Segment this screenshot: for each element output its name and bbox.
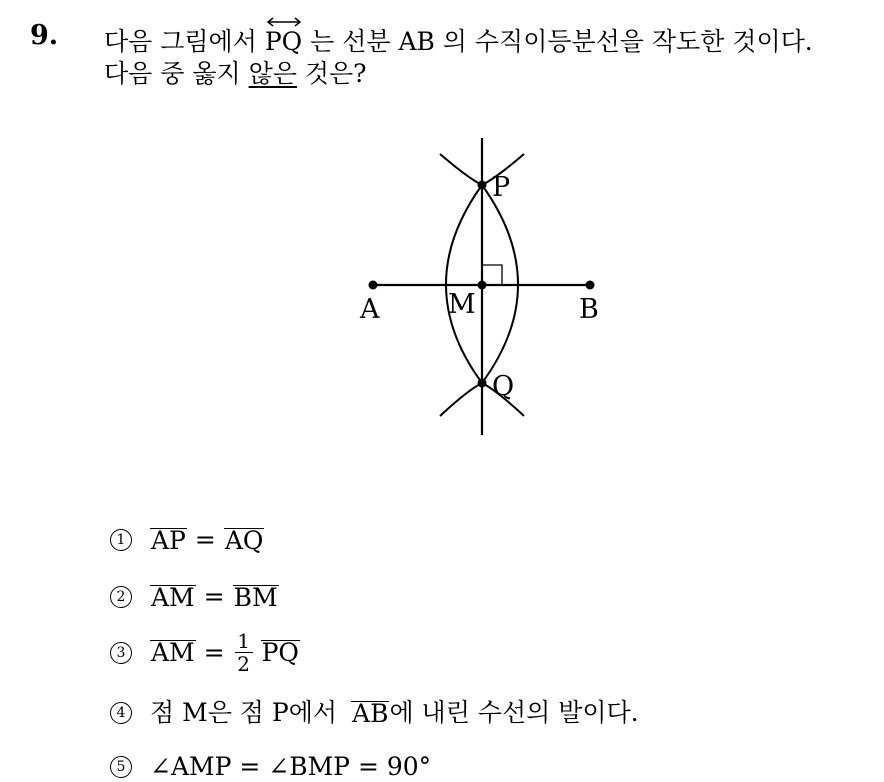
fraction-one-half <box>235 630 253 675</box>
option-5[interactable] <box>110 752 431 782</box>
point-p <box>478 181 487 190</box>
question-text-post: 는 선분 AB 의 수직이등분선을 작도한 것이다. <box>310 27 813 56</box>
equals-sign: = <box>203 637 225 667</box>
option-number: 3 <box>110 642 132 664</box>
option-text-pre: 점 M은 점 P에서 <box>150 698 338 727</box>
label-p: P <box>492 172 511 203</box>
option-text: ∠AMP = ∠BMP = 90° <box>150 752 432 781</box>
segment-ab: AB <box>352 698 389 728</box>
segment-left: AM <box>151 638 195 667</box>
option-4[interactable] <box>110 698 639 728</box>
option-text-post: 에 내린 수선의 발이다. <box>389 698 639 727</box>
point-b <box>586 281 595 290</box>
segment-right: BM <box>233 582 278 612</box>
segment-right: PQ <box>261 638 299 667</box>
point-m <box>478 281 487 290</box>
option-3[interactable] <box>110 630 300 675</box>
double-arrow-icon <box>265 16 303 28</box>
ray-label: PQ <box>264 27 303 56</box>
question-line-1 <box>104 20 813 58</box>
option-number: 5 <box>110 756 132 778</box>
segment-left: AP <box>151 525 186 555</box>
equals-sign: = <box>194 525 216 554</box>
question-line-2 <box>104 58 367 90</box>
question-line2-pre: 다음 중 옳지 <box>104 59 241 88</box>
label-b: B <box>579 294 599 325</box>
point-a <box>369 281 378 290</box>
option-number: 4 <box>110 702 132 724</box>
question-number: 9. <box>30 20 59 51</box>
label-q: Q <box>492 371 515 402</box>
option-number: 2 <box>110 586 132 608</box>
underlined-word: 않은 <box>248 59 297 88</box>
label-a: A <box>360 294 380 325</box>
option-1[interactable] <box>110 525 264 555</box>
perpendicular-bisector-diagram <box>340 130 620 440</box>
question-line2-post: 것은? <box>304 59 367 88</box>
option-2[interactable] <box>110 582 279 612</box>
question-text-pre: 다음 그림에서 <box>104 27 257 56</box>
option-number: 1 <box>110 529 132 551</box>
fraction-denominator: 2 <box>237 652 250 676</box>
ray-pq <box>265 20 302 58</box>
point-q <box>478 379 487 388</box>
equals-sign: = <box>203 582 225 611</box>
fraction-numerator: 1 <box>237 629 250 653</box>
segment-left: AM <box>151 582 195 612</box>
segment-right: AQ <box>224 525 264 555</box>
label-m: M <box>448 289 476 320</box>
